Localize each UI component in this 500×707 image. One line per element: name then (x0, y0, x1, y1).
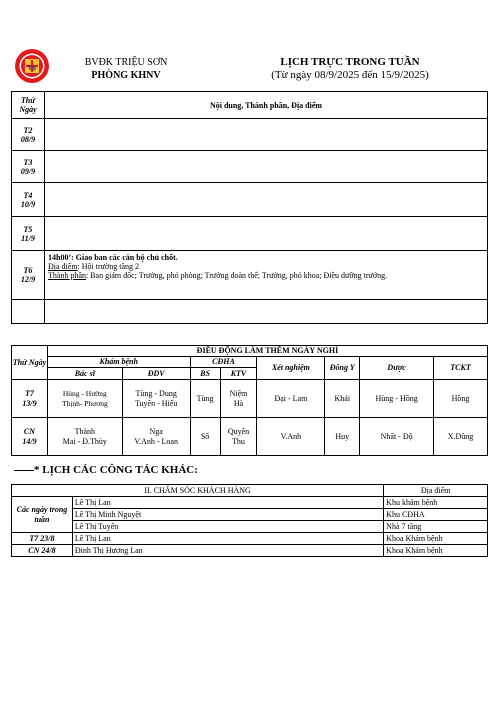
place-cell: Khu CĐHA (384, 509, 488, 521)
content-cell (45, 251, 488, 300)
day-name: T7 (25, 388, 34, 398)
group-header-row (12, 357, 488, 368)
page-subtitle: (Từ ngày 08/9/2025 đến 15/9/2025) (271, 69, 429, 81)
staffing-title: ĐIỀU ĐỘNG LÀM THÊM NGÀY NGHỈ (47, 346, 487, 357)
traditional-medicine-header: Đông Y (325, 357, 360, 380)
place-cell: Khu khám bệnh (384, 497, 488, 509)
day-date: 08/9 (20, 134, 36, 144)
technician-line: Quyến (227, 426, 250, 436)
doctor-cell (47, 418, 122, 456)
day-name: T6 (23, 266, 33, 275)
staffing-title-row (12, 346, 488, 357)
imaging-doctor-header: BS (190, 368, 220, 380)
doctor-column-header: Bác sĩ (47, 368, 122, 380)
nurse-column-header: ĐDV (122, 368, 190, 380)
table-row (12, 509, 488, 521)
day-cell (12, 217, 45, 251)
doctor-line: Hùng - Hường (62, 388, 107, 398)
content-column-header: Nội dung, Thành phần, Địa điểm (45, 92, 488, 119)
place-cell: Khoa Khám bệnh (384, 533, 488, 545)
table-row (12, 380, 488, 418)
day-cell (12, 380, 48, 418)
doctor-line: Thịnh- Phương (61, 398, 108, 408)
day-cell (12, 183, 45, 217)
org-name: BVĐK TRIỆU SƠN (84, 57, 168, 68)
table-row (12, 217, 488, 251)
table-row (12, 183, 488, 217)
hospital-logo (14, 48, 50, 84)
traditional-medicine-cell: Huy (325, 418, 360, 456)
content-cell (45, 300, 488, 324)
table-row (12, 251, 488, 300)
lab-cell: V.Anh (257, 418, 325, 456)
day-date: 13/9 (22, 398, 37, 408)
weekly-schedule-table (11, 91, 488, 324)
day-date: 11/9 (21, 233, 35, 243)
day-cell (12, 251, 45, 300)
weekday-group-label: Các ngày trong tuần (12, 497, 73, 533)
table-header-row (12, 92, 488, 119)
table-row (12, 151, 488, 183)
imaging-doctor-cell: Số (190, 418, 220, 456)
content-cell (45, 183, 488, 217)
page-title: LỊCH TRỰC TRONG TUẦN (280, 56, 420, 68)
event-members (48, 271, 484, 280)
day-cell: T7 23/8 (12, 533, 73, 545)
day-name: T5 (23, 224, 33, 234)
day-date: 10/9 (20, 199, 36, 209)
event-title: 14h00’: Giao ban các cán bộ chủ chốt. (48, 253, 178, 262)
day-name: T2 (23, 125, 33, 135)
table-row (12, 300, 488, 324)
place-cell: Nhà 7 tầng (384, 521, 488, 533)
nurse-line: Tuyến - Hiếu (134, 398, 178, 408)
technician-line: Hà (233, 398, 244, 408)
content-cell (45, 119, 488, 151)
doctor-cell (47, 380, 122, 418)
staff-name: Lê Thị Lan (72, 497, 383, 509)
day-date: 14/9 (22, 436, 37, 446)
table-row (12, 418, 488, 456)
traditional-medicine-cell: Khải (325, 380, 360, 418)
day-cell: CN 24/8 (12, 545, 73, 557)
staff-name: Lê Thị Minh Nguyệt (72, 509, 383, 521)
staffing-table (11, 345, 488, 456)
members-value: : Ban giám đốc; Trưởng, phó phòng; Trưởng đoàn thể; Trưởng, phó khoa; Điều dưỡng trưởng. (86, 271, 388, 280)
technician-cell (220, 418, 257, 456)
day-date: 12/9 (20, 275, 36, 284)
care-title: II. CHĂM SÓC KHÁCH HÀNG (12, 485, 384, 497)
nurse-cell (122, 380, 190, 418)
day-date: 09/9 (20, 166, 36, 176)
customer-care-table (11, 484, 488, 557)
day-cell (12, 119, 45, 151)
technician-header: KTV (220, 368, 257, 380)
technician-line: Thu (232, 436, 245, 446)
doctor-line: Thành (74, 426, 96, 436)
imaging-doctor-cell: Tùng (190, 380, 220, 418)
exam-group-header: Khám bệnh (47, 357, 190, 368)
doctor-line: Mai - Đ.Thùy (62, 436, 107, 446)
technician-line: Niệm (229, 388, 248, 398)
members-label: Thành phần (48, 271, 86, 280)
day-cell (12, 418, 48, 456)
location-value: : Hội trường tầng 2 (77, 262, 139, 271)
table-row (12, 533, 488, 545)
table-header-row (12, 485, 488, 497)
nurse-line: V.Anh - Loan (134, 436, 178, 446)
nurse-cell (122, 418, 190, 456)
other-duties-heading: * LỊCH CÁC CÔNG TÁC KHÁC: (34, 464, 198, 476)
day-column-header: Thứ Ngày (12, 346, 48, 380)
organization-block (56, 56, 196, 82)
nurse-line: Tùng - Dung (135, 388, 177, 398)
section-rule (14, 470, 34, 471)
lab-column-header: Xét nghiệm (257, 357, 325, 380)
svg-text:TS: TS (27, 65, 37, 72)
title-block (210, 56, 490, 82)
imaging-group-header: CĐHA (190, 357, 257, 368)
event-location (48, 262, 484, 271)
pharmacy-cell: Nhất - Độ (360, 418, 434, 456)
department-name: PHÒNG KHNV (91, 70, 161, 81)
day-cell (12, 300, 45, 324)
pharmacy-cell: Hùng - Hồng (360, 380, 434, 418)
finance-header: TCKT (434, 357, 488, 380)
table-row (12, 119, 488, 151)
finance-cell: Hồng (434, 380, 488, 418)
location-label: Địa điểm (48, 262, 78, 271)
day-name: T3 (23, 157, 33, 167)
staff-name: Lê Thị Tuyến (72, 521, 383, 533)
place-column-header: Địa điểm (384, 485, 488, 497)
place-cell: Khoa Khám bệnh (384, 545, 488, 557)
lab-cell: Đại - Lam (257, 380, 325, 418)
table-row (12, 497, 488, 509)
day-cell (12, 151, 45, 183)
day-name: CN (23, 426, 36, 436)
content-cell (45, 151, 488, 183)
pharmacy-header: Dược (360, 357, 434, 380)
table-row (12, 521, 488, 533)
table-row (12, 545, 488, 557)
day-column-header: Thứ Ngày (12, 92, 45, 119)
staff-name: Đinh Thị Hương Lan (72, 545, 383, 557)
staff-name: Lê Thị Lan (72, 533, 383, 545)
finance-cell: X.Dũng (434, 418, 488, 456)
day-name: T4 (23, 190, 33, 200)
nurse-line: Nga (149, 426, 163, 436)
content-cell (45, 217, 488, 251)
technician-cell (220, 380, 257, 418)
